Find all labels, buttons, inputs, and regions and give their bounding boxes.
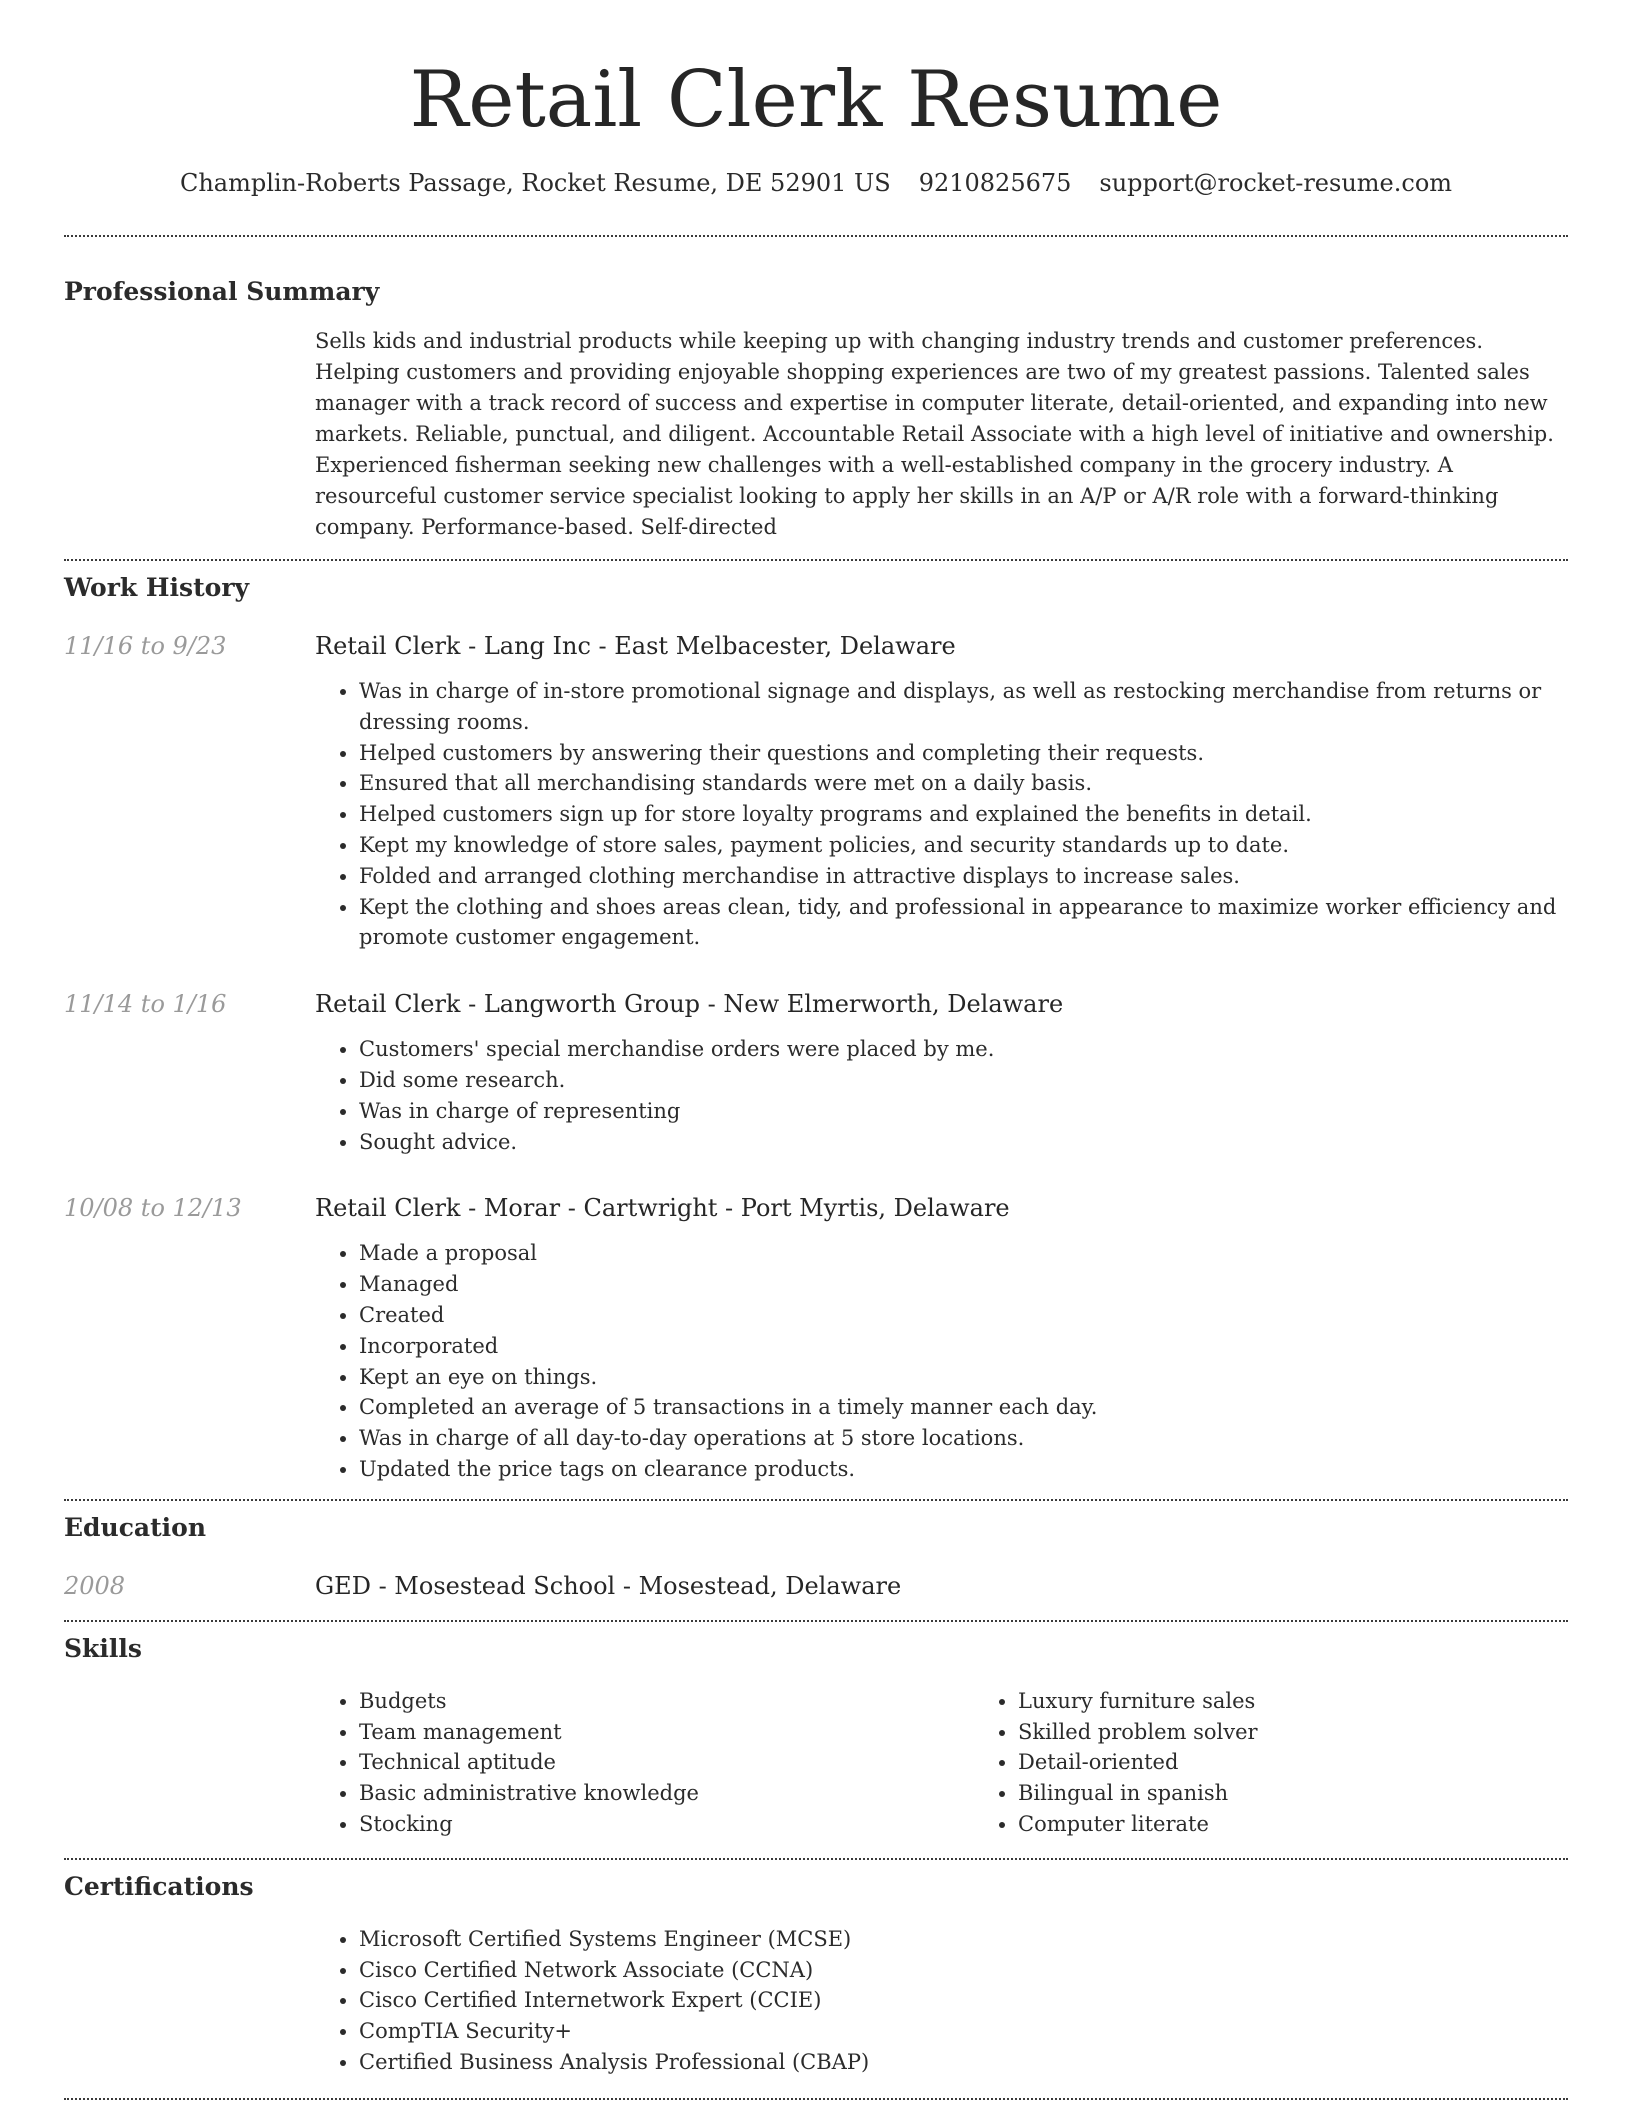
job-dates: 10/08 to 12/13 [64,1194,242,1223]
address: Champlin-Roberts Passage, Rocket Resume, DE 52901 US [179,169,891,197]
list-item: • Helped customers by answering their questions and completing their requests. [359,738,1568,769]
list-item: • Budgets [359,1686,974,1717]
list-item: • Skilled problem solver [1018,1717,1632,1748]
list-item: • Certified Business Analysis Professional (CBAP) [359,2047,1568,2078]
list-item: • CompTIA Security+ [359,2016,1568,2047]
list-item: • Team management [359,1717,974,1748]
divider [64,2098,1568,2100]
education-title: GED - Mosestead School - Mosestead, Delaware [315,1571,902,1600]
section-heading-skills: Skills [64,1633,142,1663]
job-dates: 11/16 to 9/23 [64,632,227,660]
skills-column-left [315,1686,974,1840]
section-heading-summary: Professional Summary [64,277,380,306]
education-entry [64,1569,1568,1603]
list-item: • Luxury furniture sales [1018,1686,1632,1717]
education-year: 2008 [64,1571,126,1600]
list-item: • Cisco Certified Network Associate (CCNA) [359,1955,1568,1986]
skills-column-right [974,1686,1632,1840]
list-item: • Folded and arranged clothing merchandise in attractive displays to increase sales. [359,861,1568,892]
email: support@rocket-resume.com [1099,169,1453,197]
list-item: • Kept the clothing and shoes areas clean, tidy, and professional in appearance to maximize worker efficiency and promote customer engagement. [359,892,1568,954]
list-item: • Kept my knowledge of store sales, payment policies, and security standards up to date. [359,830,1568,861]
summary-text: Sells kids and industrial products while keeping up with changing industry trends and customer preferences. Helping customers and providing enjoyable shopping experiences are two of my greatest passions. Talented sales manager with a track record of success and expertise in computer literate, detail-oriented, and expanding into new markets. Reliable, punctual, and diligent. Accountable Retail Associate with a high level of initiative and ownership. Experienced fisherman seeking new challenges with a well-established company in the grocery industry. A resourceful customer service specialist looking to apply her skills in an A/P or A/R role with a forward-thinking company. Performance-based. Self-directed [315,329,1554,539]
divider [64,559,1568,561]
list-item: • Kept an eye on things. [359,1362,1568,1393]
job-title: Retail Clerk - Lang Inc - East Melbacester, Delaware [315,632,956,660]
list-item: • Was in charge of representing [359,1096,1568,1127]
job-entry [64,629,1568,953]
contact-line [64,166,1568,200]
list-item: • Microsoft Certified Systems Engineer (MCSE) [359,1924,1568,1955]
list-item: • Computer literate [1018,1809,1632,1840]
list-item: • Detail-oriented [1018,1747,1632,1778]
list-item: • Cisco Certified Internetwork Expert (CCIE) [359,1985,1568,2016]
list-item: • Bilingual in spanish [1018,1778,1632,1809]
job-entry [64,1191,1568,1484]
list-item: • Sought advice. [359,1127,1568,1158]
divider [64,1858,1568,1860]
phone: 9210825675 [918,169,1072,197]
job-title: Retail Clerk - Morar - Cartwright - Port Myrtis, Delaware [315,1194,1010,1223]
job-bullets [315,1238,1568,1484]
certifications-list [315,1924,1568,2078]
skills-list [315,1686,1632,1840]
list-item: • Incorporated [359,1331,1568,1362]
divider [64,1620,1568,1622]
list-item: • Made a proposal [359,1238,1568,1269]
resume-title: Retail Clerk Resume [409,55,1223,145]
divider [64,1499,1568,1501]
list-item: • Was in charge of all day-to-day operations at 5 store locations. [359,1423,1568,1454]
list-item: • Customers' special merchandise orders were placed by me. [359,1034,1568,1065]
divider [64,235,1568,237]
list-item: • Ensured that all merchandising standards were met on a daily basis. [359,768,1568,799]
job-bullets [315,676,1568,953]
list-item: • Technical aptitude [359,1747,974,1778]
list-item: • Helped customers sign up for store loyalty programs and explained the benefits in detail. [359,799,1568,830]
job-bullets [315,1034,1568,1157]
list-item: • Was in charge of in-store promotional signage and displays, as well as restocking merchandise from returns or dressing rooms. [359,676,1568,738]
job-entry [64,987,1568,1157]
list-item: • Did some research. [359,1065,1568,1096]
resume-page [64,0,1568,2100]
section-heading-work-history: Work History [64,573,250,602]
section-heading-education: Education [64,1512,207,1542]
list-item: • Basic administrative knowledge [359,1778,974,1809]
list-item: • Created [359,1300,1568,1331]
list-item: • Completed an average of 5 transactions in a timely manner each day. [359,1392,1568,1423]
list-item: • Stocking [359,1809,974,1840]
job-title: Retail Clerk - Langworth Group - New Elmerworth, Delaware [315,990,1064,1019]
section-heading-certifications: Certifications [64,1871,254,1901]
list-item: • Managed [359,1269,1568,1300]
list-item: • Updated the price tags on clearance products. [359,1454,1568,1485]
job-dates: 11/14 to 1/16 [64,990,227,1019]
